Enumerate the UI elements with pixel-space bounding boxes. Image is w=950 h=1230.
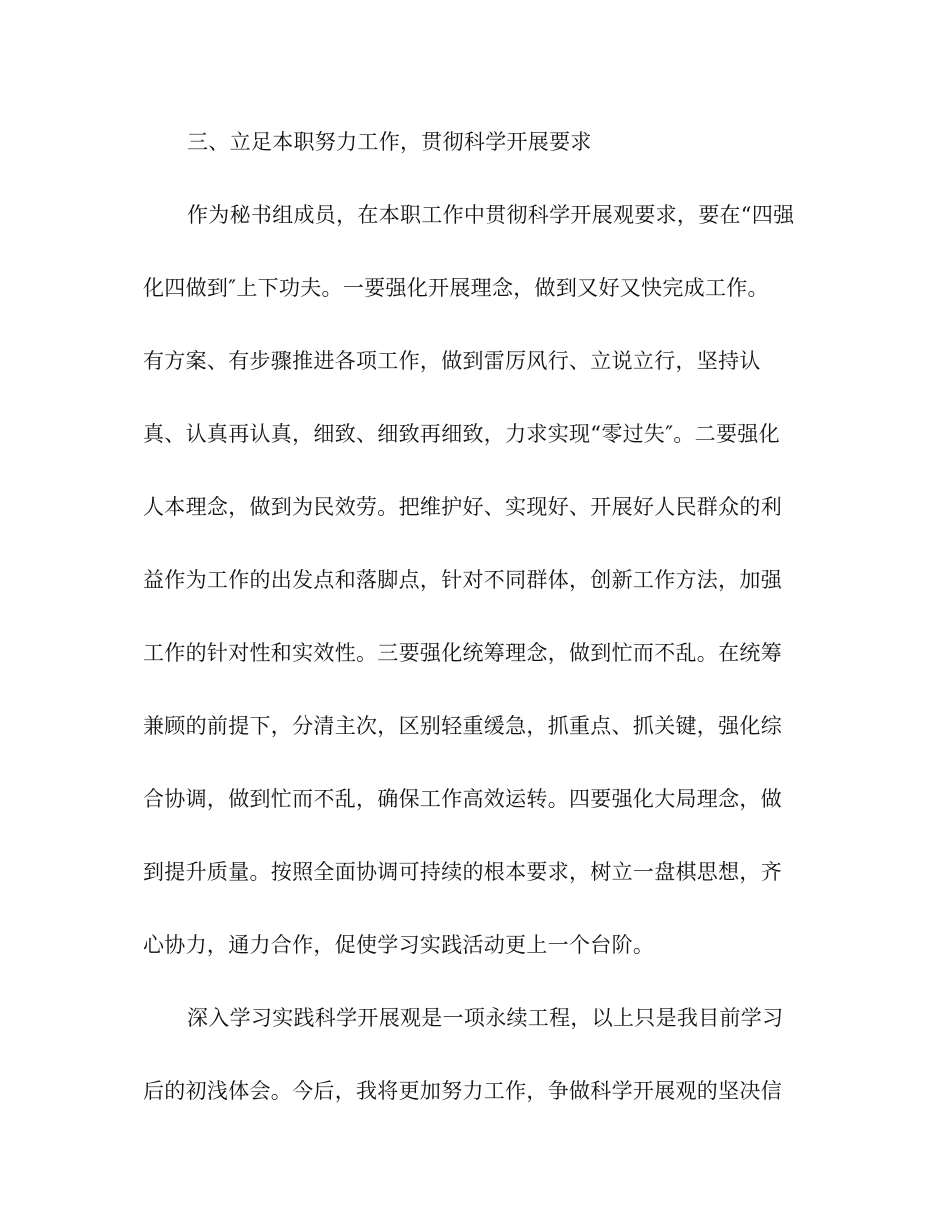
paragraph-line: 化四做到″上下功夫。一要强化开展理念，做到又好又快完成工作。 xyxy=(143,276,769,300)
paragraph-line: 后的初浅体会。今后，我将更加努力工作，争做科学开展观的坚决信 xyxy=(143,1079,782,1103)
paragraph-line: 作为秘书组成员，在本职工作中贯彻科学开展观要求，要在“四强 xyxy=(187,203,795,227)
paragraph-line: 兼顾的前提下，分清主次，区别轻重缓急，抓重点、抓关键，强化综 xyxy=(143,714,782,738)
paragraph-line: 真、认真再认真，细致、细致再细致，力求实现“零过失″。二要强化 xyxy=(143,422,780,446)
paragraph-line: 工作的针对性和实效性。三要强化统筹理念，做到忙而不乱。在统筹 xyxy=(143,641,782,665)
paragraph-line: 心协力，通力合作，促使学习实践活动更上一个台阶。 xyxy=(143,933,655,957)
paragraph-line: 有方案、有步骤推进各项工作，做到雷厉风行、立说立行，坚持认 xyxy=(143,349,761,373)
paragraph-line: 人本理念，做到为民效劳。把维护好、实现好、开展好人民群众的利 xyxy=(143,495,782,519)
paragraph-line: 合协调，做到忙而不乱，确保工作高效运转。四要强化大局理念，做 xyxy=(143,787,782,811)
paragraph-line: 深入学习实践科学开展观是一项永续工程，以上只是我目前学习 xyxy=(187,1006,784,1030)
paragraph-line: 到提升质量。按照全面协调可持续的根本要求，树立一盘棋思想，齐 xyxy=(143,860,782,884)
paragraph-line: 益作为工作的出发点和落脚点，针对不同群体，创新工作方法，加强 xyxy=(143,568,782,592)
section-heading: 三、立足本职努力工作，贯彻科学开展要求 xyxy=(187,130,592,154)
